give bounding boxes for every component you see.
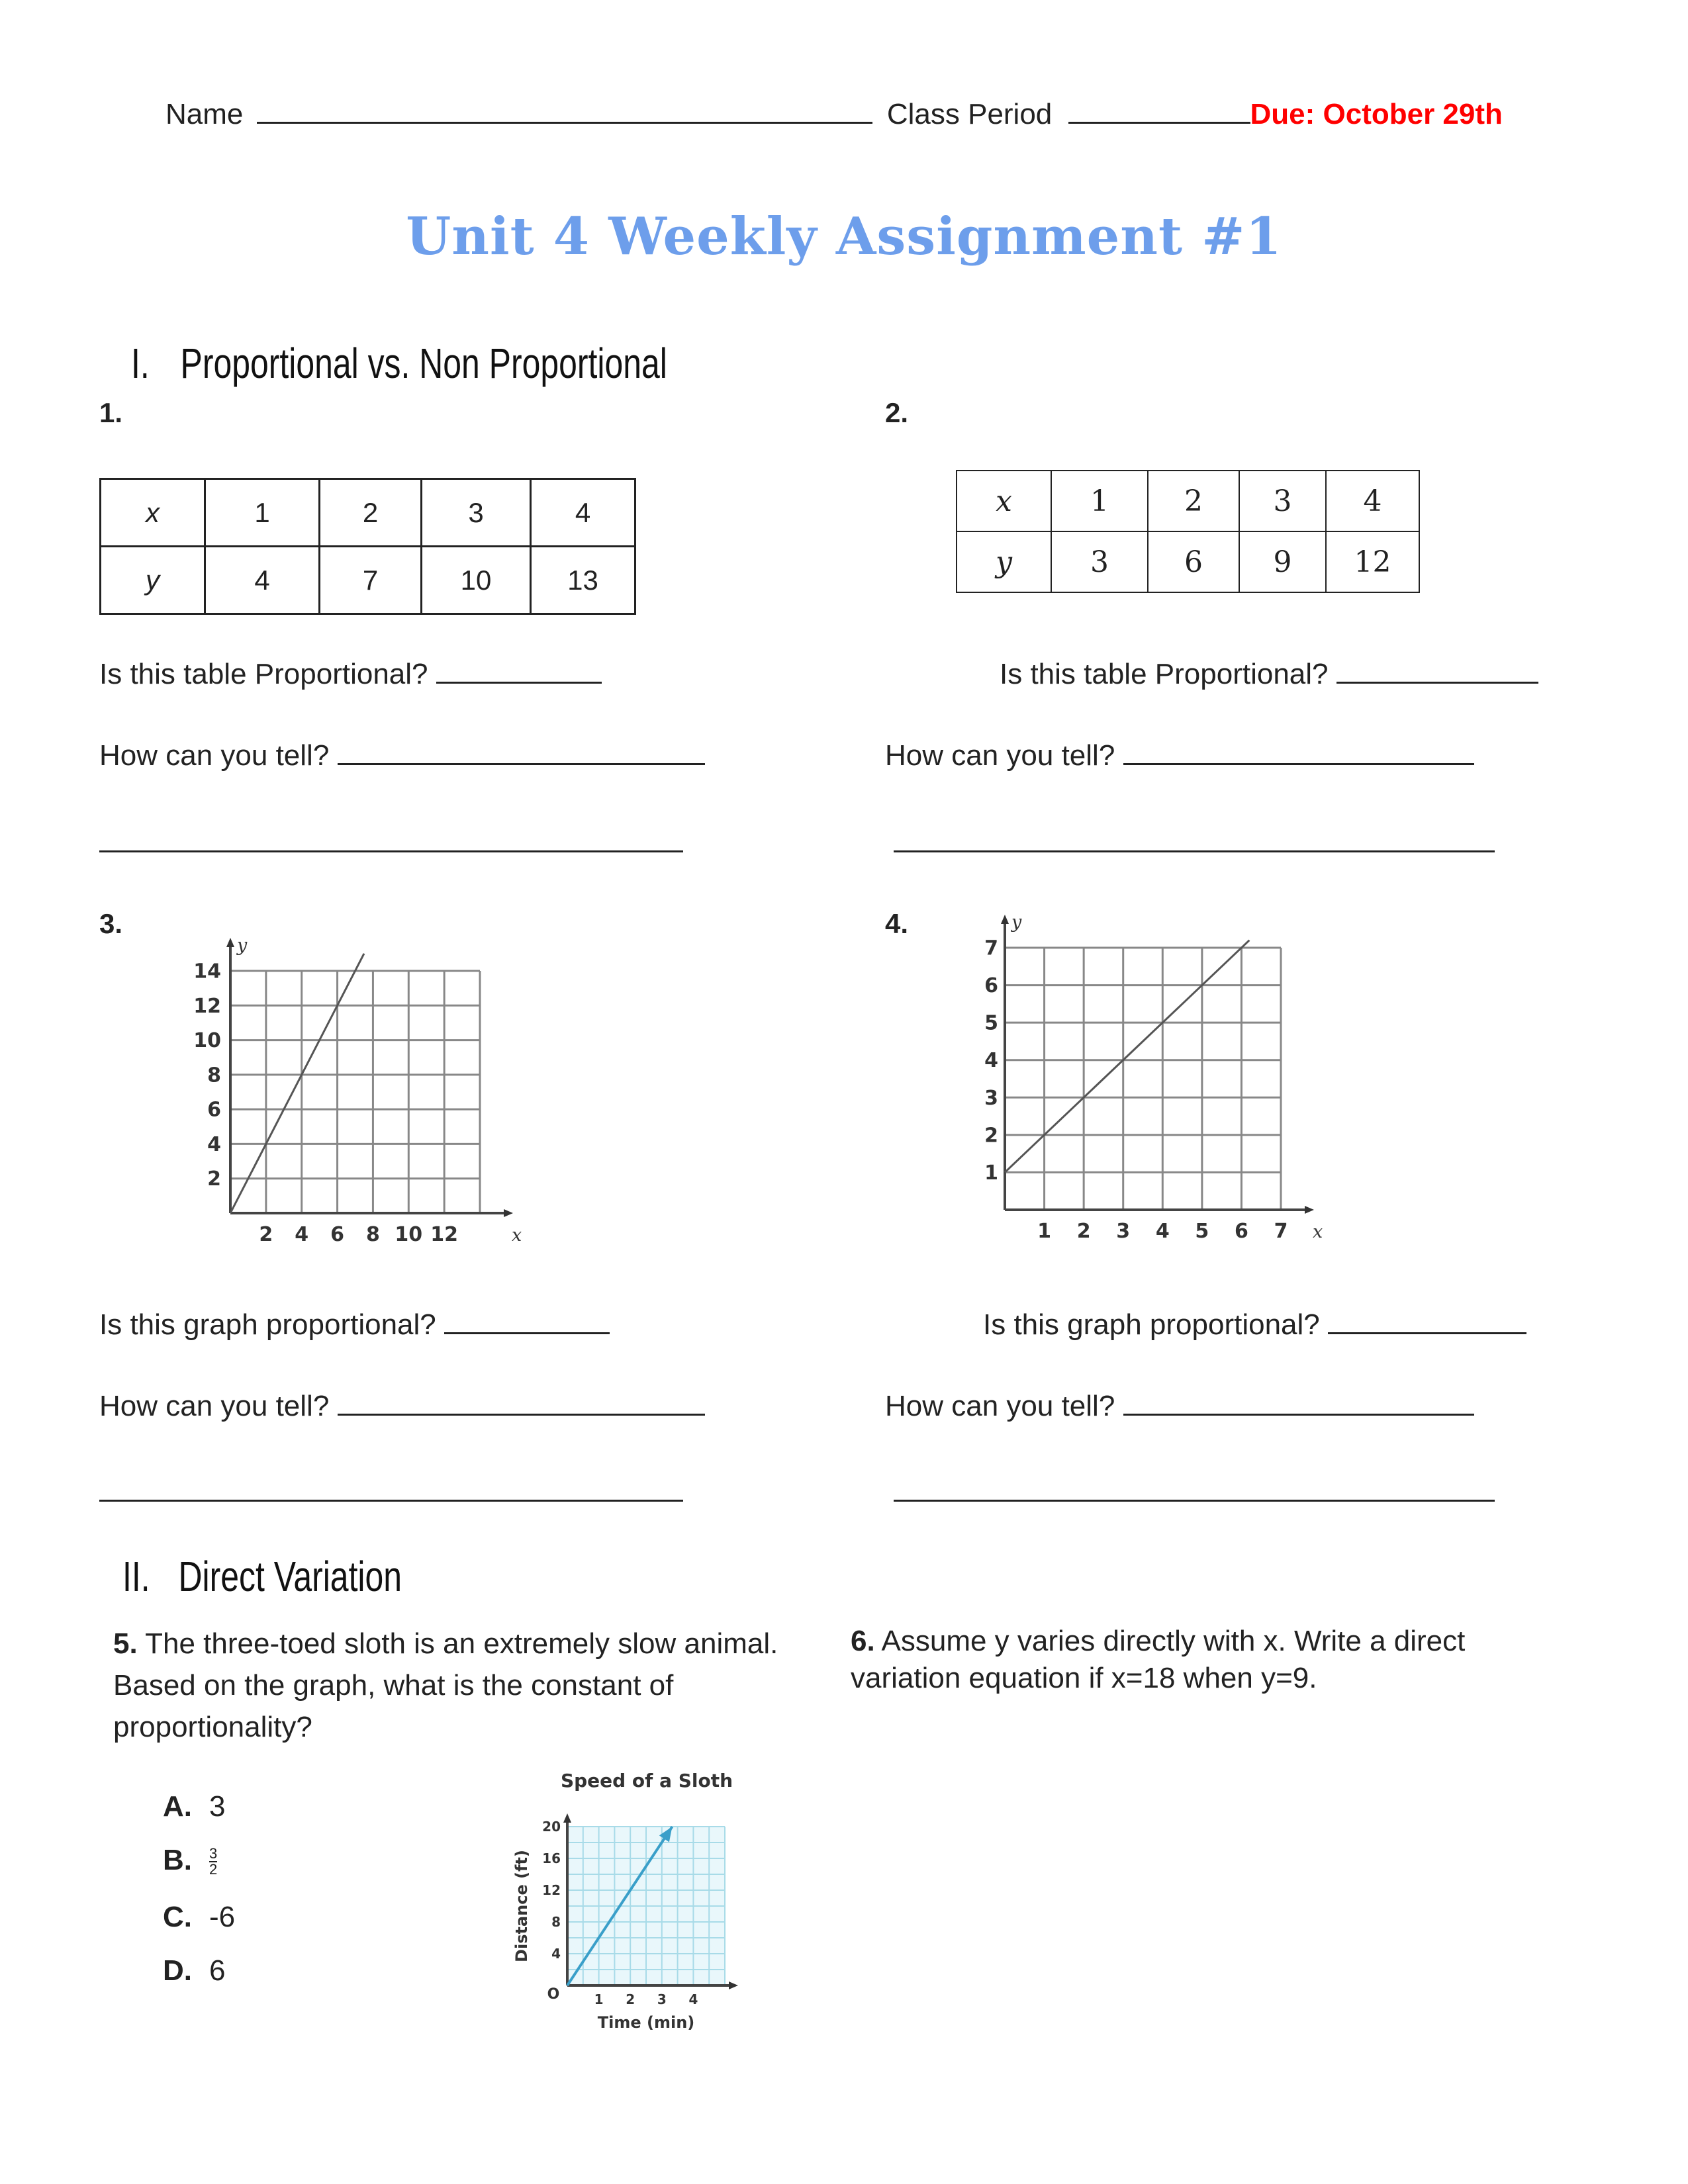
q2-how-question[interactable] bbox=[885, 739, 1474, 772]
q1-how-question[interactable] bbox=[99, 739, 705, 772]
question-label: How can you tell? bbox=[885, 739, 1115, 772]
option-letter: A. bbox=[163, 1790, 192, 1823]
y-axis-arrow-icon bbox=[563, 1813, 571, 1823]
question-label: Is this table Proportional? bbox=[1000, 658, 1329, 690]
series-line bbox=[230, 954, 364, 1213]
table-cell: 4 bbox=[531, 479, 635, 547]
x-axis-arrow-icon bbox=[504, 1209, 513, 1217]
y-tick-label: 8 bbox=[551, 1914, 561, 1930]
table-cell: 3 bbox=[1051, 531, 1148, 592]
section-2-title: Direct Variation bbox=[178, 1553, 402, 1600]
fraction bbox=[209, 1846, 217, 1877]
table-cell: y bbox=[101, 547, 205, 614]
y-tick-label: 5 bbox=[984, 1011, 998, 1035]
q1-answer-line[interactable] bbox=[99, 850, 683, 852]
q2-table bbox=[956, 470, 1420, 593]
q2-number: 2. bbox=[885, 397, 909, 428]
x-tick-label: 7 bbox=[1274, 1220, 1288, 1243]
y-axis-label: Distance (ft) bbox=[512, 1850, 531, 1962]
x-tick-label: 3 bbox=[657, 1991, 667, 2007]
y-tick-label: 2 bbox=[207, 1167, 221, 1191]
question-label: Is this graph proportional? bbox=[99, 1308, 436, 1341]
y-tick-label: 3 bbox=[984, 1086, 998, 1110]
x-tick-label: 4 bbox=[1155, 1220, 1170, 1243]
y-tick-label: 10 bbox=[193, 1029, 221, 1053]
name-field[interactable] bbox=[165, 98, 1503, 131]
y-tick-label: 8 bbox=[207, 1064, 221, 1087]
x-tick-label: 10 bbox=[395, 1223, 423, 1246]
q1-table bbox=[99, 478, 636, 615]
numerator: 3 bbox=[209, 1845, 218, 1862]
table-cell: 6 bbox=[1148, 531, 1239, 592]
y-tick-label: 20 bbox=[542, 1819, 561, 1835]
table-cell: 10 bbox=[422, 547, 531, 614]
x-tick-label: 5 bbox=[1195, 1220, 1209, 1243]
option-d[interactable] bbox=[163, 1954, 225, 1987]
answer-blank[interactable] bbox=[444, 1332, 610, 1334]
denominator: 2 bbox=[209, 1861, 218, 1878]
x-tick-label: 2 bbox=[626, 1991, 635, 2007]
name-label: Name bbox=[165, 98, 244, 130]
q3-answer-line[interactable] bbox=[99, 1500, 683, 1502]
y-tick-label: 6 bbox=[984, 974, 998, 998]
answer-blank[interactable] bbox=[1336, 681, 1538, 684]
class-period-label: Class Period bbox=[886, 98, 1053, 130]
question-label: How can you tell? bbox=[99, 739, 330, 772]
q6-text: Assume y varies directly with x. Write a direct variation equation if x=18 when y=9. bbox=[851, 1625, 1466, 1694]
y-tick-label: 2 bbox=[984, 1124, 998, 1148]
option-value: 6 bbox=[209, 1954, 226, 1987]
class-period-blank[interactable] bbox=[1068, 121, 1250, 124]
option-letter: B. bbox=[163, 1844, 192, 1876]
y-tick-label: 12 bbox=[542, 1882, 561, 1898]
y-axis-arrow-icon bbox=[1001, 915, 1009, 924]
x-tick-label: 8 bbox=[365, 1223, 380, 1246]
y-tick-label: 7 bbox=[984, 936, 998, 960]
y-tick-label: 14 bbox=[193, 960, 221, 983]
table-cell: 1 bbox=[1051, 471, 1148, 531]
section-1-heading bbox=[131, 339, 667, 388]
name-blank[interactable] bbox=[257, 121, 872, 124]
page-title: Unit 4 Weekly Assignment #1 bbox=[406, 206, 1282, 267]
x-tick-label: 6 bbox=[330, 1223, 345, 1246]
table-cell: 3 bbox=[1239, 471, 1326, 531]
series-line bbox=[1005, 940, 1249, 1173]
table-cell: y bbox=[957, 531, 1051, 592]
x-axis-label: x bbox=[1313, 1222, 1323, 1242]
table-cell: 7 bbox=[320, 547, 422, 614]
x-tick-label: 2 bbox=[259, 1223, 273, 1246]
y-tick-label: 16 bbox=[542, 1850, 561, 1866]
question-label: Is this table Proportional? bbox=[99, 658, 428, 690]
table-cell: 3 bbox=[422, 479, 531, 547]
y-axis-label: y bbox=[237, 935, 248, 956]
q4-number: 4. bbox=[885, 908, 909, 939]
table-cell: x bbox=[957, 471, 1051, 531]
section-2-heading bbox=[122, 1552, 402, 1601]
q2-proportional-question[interactable] bbox=[1000, 658, 1538, 691]
y-tick-label: 12 bbox=[193, 994, 221, 1018]
table-cell: 2 bbox=[1148, 471, 1239, 531]
q4-proportional-question[interactable] bbox=[983, 1308, 1526, 1342]
table-cell: 4 bbox=[1326, 471, 1419, 531]
q5-prompt bbox=[113, 1623, 802, 1748]
x-axis-label: x bbox=[512, 1225, 522, 1246]
q5-text: The three-toed sloth is an extremely slow animal. Based on the graph, what is the constant of proportionality? bbox=[113, 1627, 778, 1743]
q6-number: 6. bbox=[851, 1625, 875, 1657]
table-cell: 2 bbox=[320, 479, 422, 547]
section-1-numeral: I. bbox=[131, 340, 150, 387]
q1-number: 1. bbox=[99, 397, 123, 428]
x-tick-label: 1 bbox=[594, 1991, 604, 2007]
origin-label: O bbox=[547, 1986, 560, 2003]
option-value: -6 bbox=[209, 1901, 236, 1933]
x-tick-label: 3 bbox=[1116, 1220, 1131, 1243]
x-axis-label: Time (min) bbox=[597, 2013, 695, 2032]
q3-how-question[interactable] bbox=[99, 1390, 705, 1423]
x-tick-label: 12 bbox=[430, 1223, 459, 1246]
due-date: Due: October 29th bbox=[1250, 98, 1503, 130]
option-letter: D. bbox=[163, 1954, 192, 1987]
x-tick-label: 2 bbox=[1076, 1220, 1091, 1243]
q4-how-question[interactable] bbox=[885, 1390, 1474, 1423]
y-tick-label: 4 bbox=[551, 1946, 561, 1962]
x-axis-arrow-icon bbox=[1305, 1206, 1314, 1214]
question-label: How can you tell? bbox=[885, 1390, 1115, 1422]
x-tick-label: 4 bbox=[295, 1223, 309, 1246]
q2-answer-line[interactable] bbox=[894, 850, 1495, 852]
y-axis-arrow-icon bbox=[226, 938, 234, 947]
q1-proportional-question[interactable] bbox=[99, 658, 602, 691]
y-tick-label: 1 bbox=[984, 1161, 998, 1185]
y-tick-label: 6 bbox=[207, 1098, 221, 1122]
x-tick-label: 6 bbox=[1234, 1220, 1248, 1243]
q6-prompt bbox=[851, 1623, 1513, 1697]
option-letter: C. bbox=[163, 1901, 192, 1933]
option-a[interactable] bbox=[163, 1790, 225, 1823]
answer-blank[interactable] bbox=[1328, 1332, 1526, 1334]
question-label: Is this graph proportional? bbox=[983, 1308, 1320, 1341]
answer-blank[interactable] bbox=[1123, 762, 1474, 765]
x-axis-arrow-icon bbox=[729, 1981, 738, 1989]
table-cell: x bbox=[101, 479, 205, 547]
chart-title: Speed of a Sloth bbox=[560, 1770, 733, 1792]
option-c[interactable] bbox=[163, 1901, 235, 1934]
answer-blank[interactable] bbox=[1123, 1413, 1474, 1416]
table-cell: 4 bbox=[205, 547, 320, 614]
answer-blank[interactable] bbox=[338, 1413, 705, 1416]
q3-number: 3. bbox=[99, 908, 123, 939]
q3-proportional-question[interactable] bbox=[99, 1308, 610, 1342]
y-tick-label: 4 bbox=[207, 1132, 221, 1156]
table-cell: 1 bbox=[205, 479, 320, 547]
answer-blank[interactable] bbox=[338, 762, 705, 765]
x-tick-label: 1 bbox=[1037, 1220, 1052, 1243]
y-axis-label: y bbox=[1011, 912, 1022, 933]
option-value: 3 bbox=[209, 1790, 226, 1823]
table-cell: 9 bbox=[1239, 531, 1326, 592]
option-b[interactable] bbox=[163, 1844, 217, 1877]
q4-answer-line[interactable] bbox=[894, 1500, 1495, 1502]
table-cell: 13 bbox=[531, 547, 635, 614]
answer-blank[interactable] bbox=[436, 681, 602, 684]
section-1-title: Proportional vs. Non Proportional bbox=[180, 340, 667, 387]
q5-number: 5. bbox=[113, 1627, 138, 1660]
x-tick-label: 4 bbox=[688, 1991, 698, 2007]
question-label: How can you tell? bbox=[99, 1390, 330, 1422]
section-2-numeral: II. bbox=[122, 1553, 150, 1600]
table-cell: 12 bbox=[1326, 531, 1419, 592]
y-tick-label: 4 bbox=[984, 1049, 998, 1073]
